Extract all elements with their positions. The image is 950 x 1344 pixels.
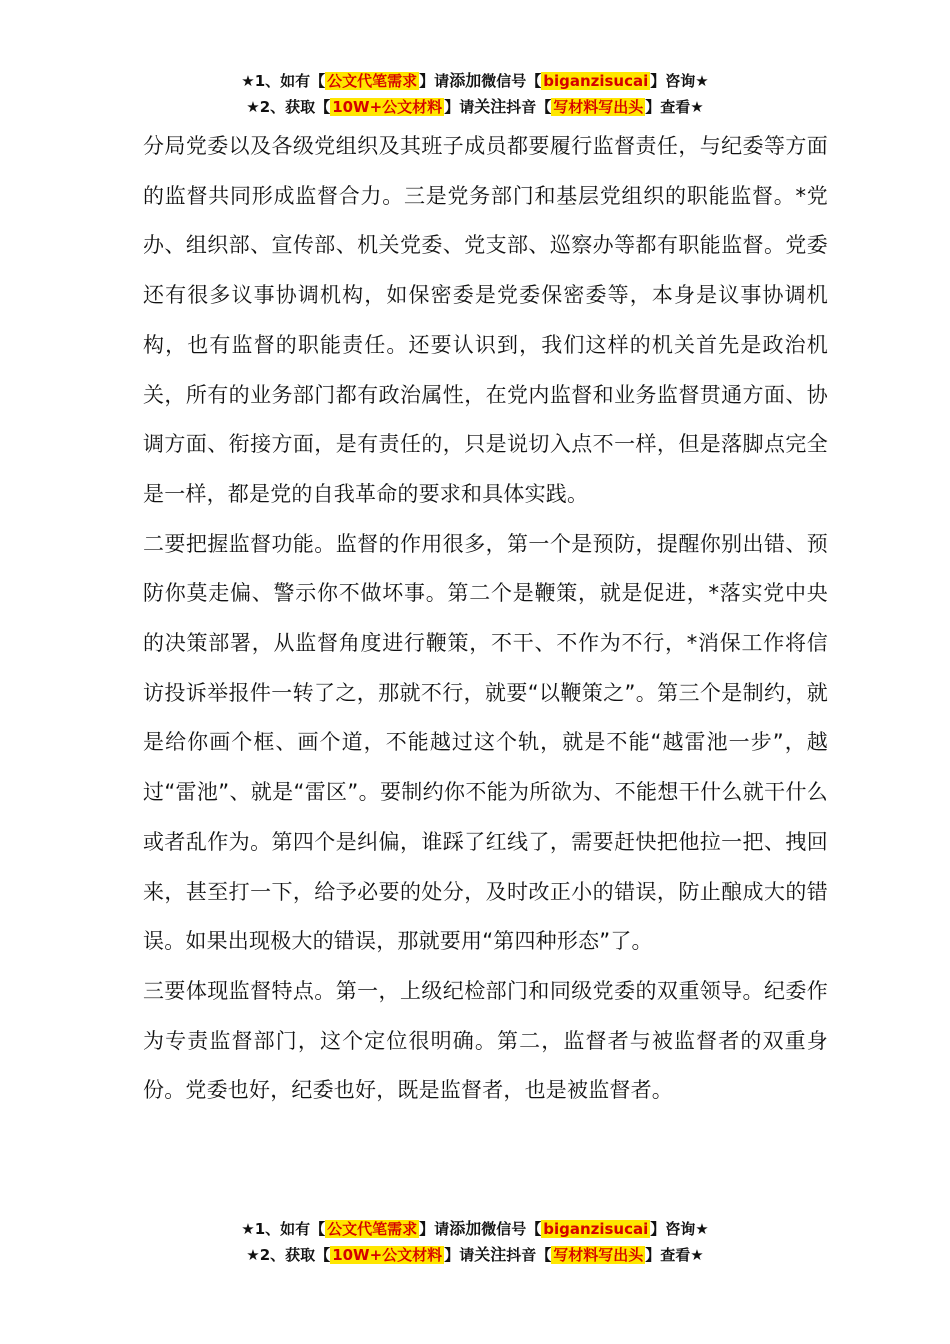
highlight-materials: 10W+公文材料 <box>332 98 443 116</box>
banner-text: 】请 <box>419 72 450 90</box>
banner-emphasis: 关注 <box>474 97 507 116</box>
banner-text: 微信号【 <box>481 72 542 90</box>
highlight-service: 公文代笔需求 <box>327 72 418 90</box>
banner-text: 】查看★ <box>645 98 704 116</box>
banner-text: 】咨询★ <box>650 1220 709 1238</box>
highlight-materials: 10W+公文材料 <box>332 1246 443 1264</box>
banner-text: 抖音【 <box>506 1246 552 1264</box>
document-body <box>143 122 828 1116</box>
banner-text: 】请 <box>444 1246 475 1264</box>
highlight-douyin-account: 写材料写出头 <box>553 98 644 116</box>
banner-emphasis: 添加 <box>449 71 482 90</box>
highlight-service: 公文代笔需求 <box>327 1220 418 1238</box>
banner-text: 】请 <box>444 98 475 116</box>
banner-text: ★2、获取【 <box>246 1246 331 1264</box>
highlight-wechat-id: biganzisucai <box>543 1220 649 1238</box>
highlight-douyin-account: 写材料写出头 <box>553 1246 644 1264</box>
banner-line-1 <box>0 68 950 94</box>
footer-banner <box>0 1216 950 1268</box>
banner-text: 微信号【 <box>481 1220 542 1238</box>
banner-text: 】查看★ <box>645 1246 704 1264</box>
banner-line-2 <box>0 94 950 120</box>
banner-line-1 <box>0 1216 950 1242</box>
banner-text: ★1、如有【 <box>241 72 326 90</box>
banner-line-2 <box>0 1242 950 1268</box>
paragraph-2: 二要把握监督功能。监督的作用很多，第一个是预防，提醒你别出错、预防你莫走偏、警示你不做坏事。第二个是鞭策，就是促进，*落实党中央的决策部署，从监督角度进行鞭策，不干、不作为不行，*消保工作将信访投诉举报件一转了之，那就不行，就要“以鞭策之”。第三个是制约，就是给你画个框、画个道，不能越过这个轨，就是不能“越雷池一步”，越过“雷池”、就是“雷区”。要制约你不能为所欲为、不能想干什么就干什么或者乱作为。第四个是纠偏，谁踩了红线了，需要赶快把他拉一把、拽回来，甚至打一下，给予必要的处分，及时改正小的错误，防止酿成大的错误。如果出现极大的错误，那就要用“第四种形态”了。 <box>143 531 828 954</box>
header-banner <box>0 68 950 120</box>
banner-emphasis: 添加 <box>449 1219 482 1238</box>
banner-text: ★1、如有【 <box>241 1220 326 1238</box>
banner-text: 】咨询★ <box>650 72 709 90</box>
banner-text: ★2、获取【 <box>246 98 331 116</box>
banner-text: 】请 <box>419 1220 450 1238</box>
paragraph-1: 分局党委以及各级党组织及其班子成员都要履行监督责任，与纪委等方面的监督共同形成监督合力。三是党务部门和基层党组织的职能监督。*党办、组织部、宣传部、机关党委、党支部、巡察办等都有职能监督。党委还有很多议事协调机构，如保密委是党委保密委等，本身是议事协调机构，也有监督的职能责任。还要认识到，我们这样的机关首先是政治机关，所有的业务部门都有政治属性，在党内监督和业务监督贯通方面、协调方面、衔接方面，是有责任的，只是说切入点不一样，但是落脚点完全是一样，都是党的自我革命的要求和具体实践。 <box>143 134 828 506</box>
banner-emphasis: 关注 <box>474 1245 507 1264</box>
highlight-wechat-id: biganzisucai <box>543 72 649 90</box>
banner-text: 抖音【 <box>506 98 552 116</box>
paragraph-3: 三要体现监督特点。第一，上级纪检部门和同级党委的双重领导。纪委作为专责监督部门，这个定位很明确。第二，监督者与被监督者的双重身份。党委也好，纪委也好，既是监督者，也是被监督者。 <box>143 978 828 1103</box>
